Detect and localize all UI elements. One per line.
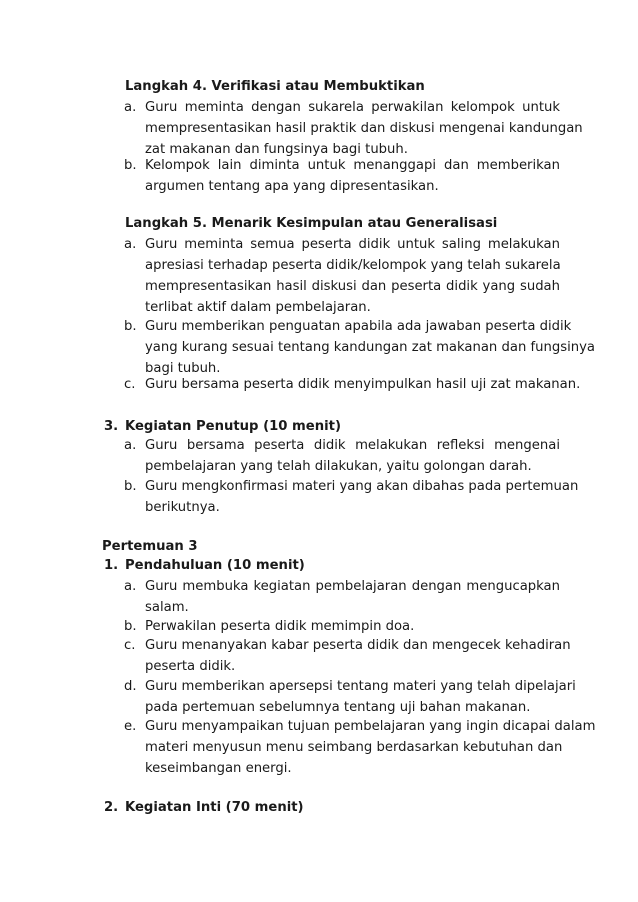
text-line: Guru meminta dengan sukarela perwakilan kelompok untuk [145,100,560,115]
langkah-4-item-a [124,97,583,160]
text-line: Guru memberikan penguatan apabila ada jawaban peserta didik [145,319,572,334]
list-marker: c. [124,377,136,392]
list-marker: b. [124,158,137,173]
text-line: keseimbangan energi. [145,761,292,776]
pendahuluan-item-a [124,576,560,618]
text-line: salam. [145,600,189,615]
penutup-item-a [124,435,560,477]
text-line: Guru meminta semua peserta didik untuk saling melakukan [145,237,560,252]
list-marker: a. [124,237,137,252]
text-line: Guru membuka kegiatan pembelajaran dengan mengucapkan [145,579,560,594]
langkah-5-heading: Langkah 5. Menarik Kesimpulan atau Generalisasi [125,216,498,231]
langkah-4-heading: Langkah 4. Verifikasi atau Membuktikan [125,79,425,94]
list-marker: b. [124,479,137,494]
text-line: yang kurang sesuai tentang kandungan zat makanan dan fungsinya [145,340,595,355]
pendahuluan-item-e [124,716,596,779]
text-line: zat makanan dan fungsinya bagi tubuh. [145,142,408,157]
text-line: pada pertemuan sebelumnya tentang uji bahan makanan. [145,700,531,715]
text-line: Guru memberikan apersepsi tentang materi yang telah dipelajari [145,679,576,694]
list-marker: b. [124,319,137,334]
list-marker: d. [124,679,137,694]
text-line: apresiasi terhadap peserta didik/kelompok yang telah sukarela [145,258,561,273]
text-line: berikutnya. [145,500,220,515]
text-line: bagi tubuh. [145,361,221,376]
list-marker: b. [124,619,137,634]
text-line: Kelompok lain diminta untuk menanggapi dan memberikan [145,158,560,173]
pertemuan-3-heading: Pertemuan 3 [102,539,198,554]
text-line: Guru menanyakan kabar peserta didik dan mengecek kehadiran [145,638,571,653]
pendahuluan-heading: Pendahuluan (10 menit) [125,558,305,573]
text-line: Guru bersama peserta didik menyimpulkan hasil uji zat makanan. [145,377,581,392]
list-marker: e. [124,719,137,734]
text-line: materi menyusun menu seimbang berdasarkan kebutuhan dan [145,740,563,755]
list-marker: a. [124,579,137,594]
text-line: Guru bersama peserta didik melakukan refleksi mengenai [145,438,560,453]
langkah-4-item-b [124,155,560,197]
text-line: Perwakilan peserta didik memimpin doa. [145,619,415,634]
penutup-number: 3. [104,419,119,434]
pendahuluan-item-b [124,616,560,637]
inti-heading: Kegiatan Inti (70 menit) [125,800,304,815]
langkah-5-item-b [124,316,595,379]
text-line: argumen tentang apa yang dipresentasikan. [145,179,439,194]
text-line: Guru mengkonfirmasi materi yang akan dibahas pada pertemuan [145,479,579,494]
text-line: terlibat aktif dalam pembelajaran. [145,300,371,315]
pendahuluan-item-d [124,676,576,718]
text-line: peserta didik. [145,659,236,674]
text-line: Guru menyampaikan tujuan pembelajaran yang ingin dicapai dalam [145,719,596,734]
text-line: pembelajaran yang telah dilakukan, yaitu golongan darah. [145,459,532,474]
pendahuluan-item-c [124,635,571,677]
langkah-5-item-c [124,374,581,395]
list-marker: c. [124,638,136,653]
list-marker: a. [124,438,137,453]
inti-number: 2. [104,800,119,815]
penutup-item-b [124,476,579,518]
list-marker: a. [124,100,137,115]
text-line: mempresentasikan hasil diskusi dan peserta didik yang sudah [145,279,560,294]
langkah-5-item-a [124,234,560,318]
penutup-heading: Kegiatan Penutup (10 menit) [125,419,341,434]
text-line: mempresentasikan hasil praktik dan diskusi mengenai kandungan [145,121,583,136]
pendahuluan-number: 1. [104,558,119,573]
